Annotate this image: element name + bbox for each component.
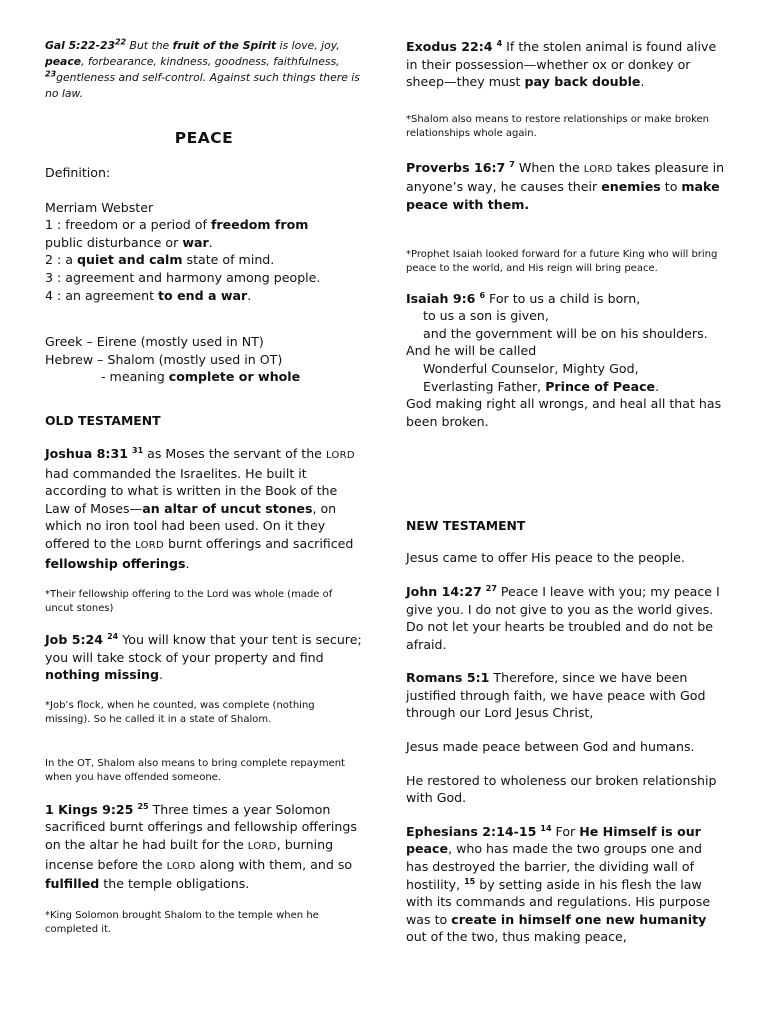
verse-text: For [551,823,580,839]
verse-text: Three times a year Solomon sacrificed burnt offerings and fellowship offerings on the altar he had built for the [45,801,357,853]
left-column [45,38,363,937]
isaiah-verse [406,290,728,431]
verse-text: When the [514,159,584,175]
verse-number: 6 [479,290,486,300]
verse-number: 14 [540,823,552,833]
verse-emphasis: create in himself one new humanity [451,911,707,927]
isaiah-line-1 [406,290,728,308]
verse-emphasis: Prince of Peace [545,378,656,394]
isaiah-line-3: and the government will be on his shoulders. [423,325,708,341]
job-verse [45,631,363,684]
isaiah-line-5: Wonderful Counselor, Mighty God, [423,360,639,376]
verse-number: 7 [509,159,515,169]
definition-emphasis: to end a war [158,287,248,303]
verse-number: 31 [132,445,144,455]
lord-smallcaps: LORD [166,860,196,872]
isaiah-line-7: God making right all wrongs, and heal all that has been broken. [406,396,722,429]
romans-ref: Romans 5:1 [406,670,490,686]
meaning-line [45,368,363,386]
verse-text: out of the two, thus making peace, [406,929,627,945]
isaiah-line-6 [406,378,728,396]
verse-text: . [185,555,190,571]
verse-text: , forbearance, kindness, goodness, faithfulness, [81,55,340,68]
verse-number: 25 [137,801,149,811]
definition-text: 1 : freedom or a period of [45,217,211,233]
exodus-verse [406,38,728,91]
meaning-text: - meaning [101,369,169,385]
joshua-note: *Their fellowship offering to the Lord was whole (made of uncut stones) [45,589,333,615]
verse-text: You will know that your tent is secure; you will take stock of your property and find [45,632,362,665]
verse-emphasis: nothing missing [45,667,160,683]
merriam-webster-heading: Merriam Webster [45,199,154,215]
verse-text: to [660,179,682,195]
galatians-verse [45,38,363,102]
verse-number: 27 [485,583,497,593]
definition-4 [45,287,363,305]
definition-2 [45,251,363,269]
definition-emphasis: quiet and calm [76,252,183,268]
ephesians-ref: Ephesians 2:14-15 [406,823,537,839]
isaiah-note: *Prophet Isaiah looked forward for a future King who will bring peace to the world, and His reign will bring peace. [406,248,718,274]
new-testament-heading: NEW TESTAMENT [406,518,526,534]
verse-text: If the stolen animal is found alive in their possession—whether ox or donkey or sheep—they must [406,39,717,90]
page-title: PEACE [174,129,234,147]
verse-emphasis: an altar of uncut stones [142,500,313,516]
definition-text: 2 : a [45,252,77,268]
nt-intro: Jesus came to offer His peace to the people. [406,550,685,566]
isaiah-ref: Isaiah 9:6 [406,290,476,306]
verse-text: . [655,378,660,394]
definition-text: . [247,287,252,303]
isaiah-line-2: to us a son is given, [423,308,549,324]
verse-text: , on which no iron tool had been used. On it they offered to the [45,500,337,551]
verse-text: takes pleasure in anyone’s way, he causes their [406,159,725,195]
verse-text: had commanded the Israelites. He built it according to what is written in the Book of the Law of Moses— [45,465,338,516]
isaiah-line-4: And he will be called [406,343,537,359]
old-testament-heading: OLD TESTAMENT [45,412,161,428]
proverbs-ref: Proverbs 16:7 [406,159,506,175]
joshua-ref: Joshua 8:31 [45,445,128,461]
verse-emphasis: fruit of the Spirit [172,39,277,52]
verse-emphasis: enemies [601,179,661,195]
meaning-emphasis: complete or whole [168,369,301,385]
verse-text: Therefore, since we have been justified through faith, we have peace with God through our Lord Jesus Christ, [406,670,706,721]
joshua-verse [45,445,363,572]
verse-emphasis: peace [45,55,82,68]
definition-1 [45,216,363,251]
definition-text: . [208,234,213,250]
job-note: *Job’s flock, when he counted, was complete (nothing missing). So he called it in a state of Shalom. [45,699,315,725]
verse-text: But the [126,39,173,52]
john-ref: John 14:27 [406,583,482,599]
verse-text: burnt offerings and sacrificed [164,535,354,551]
right-column [406,38,728,946]
definition-text: public disturbance or [45,234,183,250]
merriam-webster-definitions [45,199,363,305]
verse-text: Peace I leave with you; my peace I give you. I do not give to you as the world gives. Do not let your hearts be troubled and do not be afraid. [406,583,720,652]
verse-text: For to us a child is born, [485,290,641,306]
definition-label: Definition: [45,165,111,180]
verse-text: . [640,74,645,90]
shalom-restore-note: *Shalom also means to restore relationships or make broken relationships whole again. [406,113,710,139]
kings-ref: 1 Kings 9:25 [45,801,134,817]
job-ref: Job 5:24 [45,632,104,648]
verse-text: Everlasting Father, [423,378,546,394]
definition-text: 4 : an agreement [45,287,159,303]
lord-smallcaps: LORD [325,449,355,461]
verse-number: 22 [114,37,127,47]
lord-smallcaps: LORD [135,539,165,551]
verse-emphasis: fellowship offerings [45,555,186,571]
verse-text: along with them, and so [195,856,353,872]
language-terms [45,333,363,386]
verse-emphasis: fulfilled [45,876,100,892]
john-verse [406,583,728,653]
verse-emphasis: make peace with them. [406,179,720,212]
verse-number: 15 [464,876,476,886]
definition-text: state of mind. [182,252,275,268]
galatians-ref: Gal 5:22-23 [45,39,115,52]
verse-text: gentleness and self-control. Against such things there is no law. [45,71,360,100]
restored-line: He restored to wholeness our broken relationship with God. [406,772,717,806]
romans-verse [406,669,728,722]
verse-text: by setting aside in his flesh the law with its commands and regulations. His purpose was to [406,876,711,927]
verse-text: . [159,667,164,683]
verse-number: 23 [45,69,57,79]
definition-3: 3 : agreement and harmony among people. [45,269,321,285]
ot-repayment-note: In the OT, Shalom also means to bring complete repayment when you have offended someone. [45,757,345,783]
kings-verse [45,801,363,893]
verse-emphasis: He Himself is our peace [406,823,701,857]
verse-emphasis: pay back double [524,74,641,90]
exodus-ref: Exodus 22:4 [406,39,493,54]
verse-text: as Moses the servant of the [143,445,326,461]
verse-number: 4 [496,38,503,48]
lord-smallcaps: LORD [583,163,613,175]
definition-emphasis: freedom from [210,217,309,233]
jesus-peace-line: Jesus made peace between God and humans. [406,739,695,755]
ephesians-verse [406,823,728,946]
verse-text: is love, joy, [276,39,340,52]
definition-emphasis: war [182,234,209,250]
lord-smallcaps: LORD [247,841,277,853]
verse-number: 24 [107,631,119,641]
greek-term: Greek – Eirene (mostly used in NT) [45,334,264,350]
kings-note: *King Solomon brought Shalom to the temple when he completed it. [45,909,319,935]
verse-text: , burning incense before the [45,837,334,872]
verse-text: , who has made the two groups one and has destroyed the barrier, the dividing wall of hostility, [406,841,702,892]
hebrew-term: Hebrew – Shalom (mostly used in OT) [45,351,283,367]
proverbs-verse [406,159,728,214]
verse-text: the temple obligations. [99,876,250,892]
